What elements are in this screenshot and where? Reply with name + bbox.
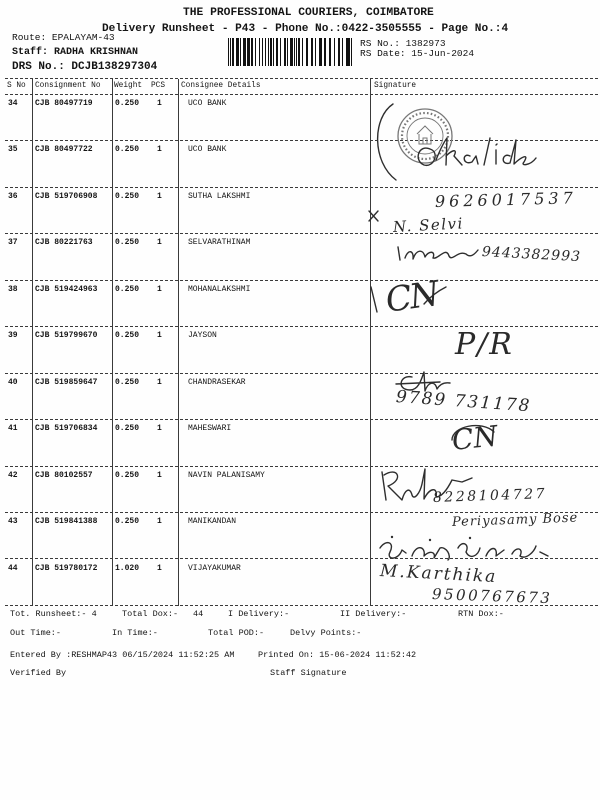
handwritten-name: Periyasamy Bose bbox=[451, 510, 579, 530]
consignment-number: CJB 80497719 bbox=[35, 99, 93, 108]
staff-label: Staff: RADHA KRISHNAN bbox=[12, 47, 139, 58]
column-header-consignee: Consignee Details bbox=[181, 82, 261, 90]
consignment-number: CJB 519859647 bbox=[35, 377, 98, 387]
serial-number: 34 bbox=[8, 99, 18, 108]
serial-number: 35 bbox=[8, 145, 18, 155]
serial-number: 38 bbox=[8, 284, 18, 294]
serial-number: 37 bbox=[8, 238, 18, 248]
consignee-name: JAYSON bbox=[188, 331, 217, 341]
weight: 0.250 bbox=[115, 99, 140, 108]
pieces-count: 1 bbox=[157, 377, 162, 387]
consignee-name: VIJAYAKUMAR bbox=[188, 563, 241, 573]
weight: 0.250 bbox=[115, 238, 140, 248]
consignment-number: CJB 80102557 bbox=[35, 470, 93, 480]
consignment-number: CJB 519799670 bbox=[35, 331, 98, 341]
weight: 0.250 bbox=[115, 377, 140, 387]
consignee-name: UCO BANK bbox=[188, 145, 227, 155]
pieces-count: 1 bbox=[157, 517, 162, 527]
consignee-name: NAVIN PALANISAMY bbox=[188, 470, 265, 480]
total-pod-label: Total POD:- bbox=[208, 628, 265, 638]
handwritten-phone-number: 9500767673 bbox=[431, 585, 553, 608]
column-header-sno: S No bbox=[7, 82, 26, 90]
weight: 0.250 bbox=[115, 517, 140, 527]
weight: 0.250 bbox=[115, 331, 140, 341]
column-divider bbox=[178, 79, 179, 606]
consignee-name: SUTHA LAKSHMI bbox=[188, 191, 251, 201]
column-header-weight: Weight bbox=[114, 82, 143, 90]
weight: 0.250 bbox=[115, 284, 140, 294]
table-row bbox=[5, 95, 598, 141]
consignment-number: CJB 519780172 bbox=[35, 563, 98, 573]
barcode bbox=[228, 38, 352, 66]
table-row bbox=[5, 281, 598, 327]
table-header bbox=[5, 78, 598, 95]
consignment-number: CJB 519706908 bbox=[35, 191, 98, 201]
handwritten-name: N. Selvi bbox=[392, 214, 465, 236]
pieces-count: 1 bbox=[157, 563, 162, 573]
serial-number: 40 bbox=[8, 377, 18, 387]
pieces-count: 1 bbox=[157, 284, 162, 294]
serial-number: 41 bbox=[8, 424, 18, 434]
consignment-number: CJB 80497722 bbox=[35, 145, 93, 155]
consignee-name: UCO BANK bbox=[188, 99, 227, 108]
column-header-signature: Signature bbox=[374, 82, 417, 90]
serial-number: 42 bbox=[8, 470, 18, 480]
consignment-number: CJB 519706834 bbox=[35, 424, 98, 434]
consignment-number: CJB 519424963 bbox=[35, 284, 98, 294]
table-row bbox=[5, 141, 598, 187]
column-header-consignment: Consignment No bbox=[35, 82, 101, 90]
handwritten-phone-number: 8228104727 bbox=[432, 486, 548, 506]
column-header-pcs: PCS bbox=[151, 82, 166, 90]
out-time-label: Out Time:- bbox=[10, 628, 62, 638]
handwritten-phone-number: 9443382993 bbox=[481, 244, 582, 266]
weight: 0.250 bbox=[115, 424, 140, 434]
document-title: Delivery Runsheet - P43 - Phone No.:0422-3505555 - Page No.:4 bbox=[102, 23, 509, 35]
rtn-dox-label: RTN Dox:- bbox=[458, 609, 504, 619]
consignee-name: MAHESWARI bbox=[188, 424, 232, 434]
barcode-bars bbox=[228, 38, 352, 66]
verified-by-label: Verified By bbox=[10, 668, 67, 678]
consignee-name: MOHANALAKSHMI bbox=[188, 284, 251, 294]
pieces-count: 1 bbox=[157, 99, 162, 108]
serial-number: 39 bbox=[8, 331, 18, 341]
consignment-number: CJB 519841388 bbox=[35, 517, 98, 527]
pieces-count: 1 bbox=[157, 470, 162, 480]
pieces-count: 1 bbox=[157, 238, 162, 248]
weight: 0.250 bbox=[115, 191, 140, 201]
column-divider bbox=[112, 79, 113, 606]
printed-on: Printed On: 15-06-2024 11:52:42 bbox=[258, 650, 417, 660]
column-divider bbox=[370, 79, 371, 606]
consignee-name: MANIKANDAN bbox=[188, 517, 237, 527]
delivery-points-label: Delvy Points:- bbox=[290, 628, 362, 638]
serial-number: 43 bbox=[8, 517, 18, 527]
pieces-count: 1 bbox=[157, 424, 162, 434]
consignment-number: CJB 80221763 bbox=[35, 238, 93, 248]
handwritten-phone-number: 9789 731178 bbox=[395, 387, 532, 417]
consignee-name: SELVARATHINAM bbox=[188, 238, 251, 248]
serial-number: 36 bbox=[8, 191, 18, 201]
rs-date: RS Date: 15-Jun-2024 bbox=[360, 48, 475, 59]
second-delivery-label: II Delivery:- bbox=[340, 609, 407, 619]
first-delivery-label: I Delivery:- bbox=[228, 609, 290, 619]
consignee-name: CHANDRASEKAR bbox=[188, 377, 246, 387]
pieces-count: 1 bbox=[157, 191, 162, 201]
company-name: THE PROFESSIONAL COURIERS, COIMBATORE bbox=[183, 7, 434, 19]
handwritten-initials: P/R bbox=[455, 327, 514, 362]
in-time-label: In Time:- bbox=[112, 628, 158, 638]
serial-number: 44 bbox=[8, 563, 18, 573]
total-dox-label: Total Dox:- bbox=[122, 609, 179, 619]
handwritten-initials: CN bbox=[450, 419, 500, 457]
handwritten-initials: CN bbox=[383, 273, 441, 321]
handwritten-phone-number: 9626017537 bbox=[434, 188, 577, 211]
total-dox-value: 44 bbox=[193, 609, 204, 619]
route-label: Route: EPALAYAM-43 bbox=[12, 32, 115, 43]
column-divider bbox=[32, 79, 33, 606]
table-row bbox=[5, 420, 598, 466]
drs-number: DRS No.: DCJB138297304 bbox=[12, 61, 158, 73]
staff-signature-label: Staff Signature bbox=[270, 668, 347, 678]
total-runsheet: Tot. Runsheet:- 4 bbox=[10, 609, 97, 619]
weight: 1.020 bbox=[115, 563, 140, 573]
entered-by: Entered By :RESHMAP43 06/15/2024 11:52:25 AM bbox=[10, 650, 235, 660]
weight: 0.250 bbox=[115, 470, 140, 480]
rs-number: RS No.: 1382973 bbox=[360, 38, 446, 49]
weight: 0.250 bbox=[115, 145, 140, 155]
pieces-count: 1 bbox=[157, 145, 162, 155]
handwritten-name: M.Karthika bbox=[379, 561, 498, 588]
pieces-count: 1 bbox=[157, 331, 162, 341]
